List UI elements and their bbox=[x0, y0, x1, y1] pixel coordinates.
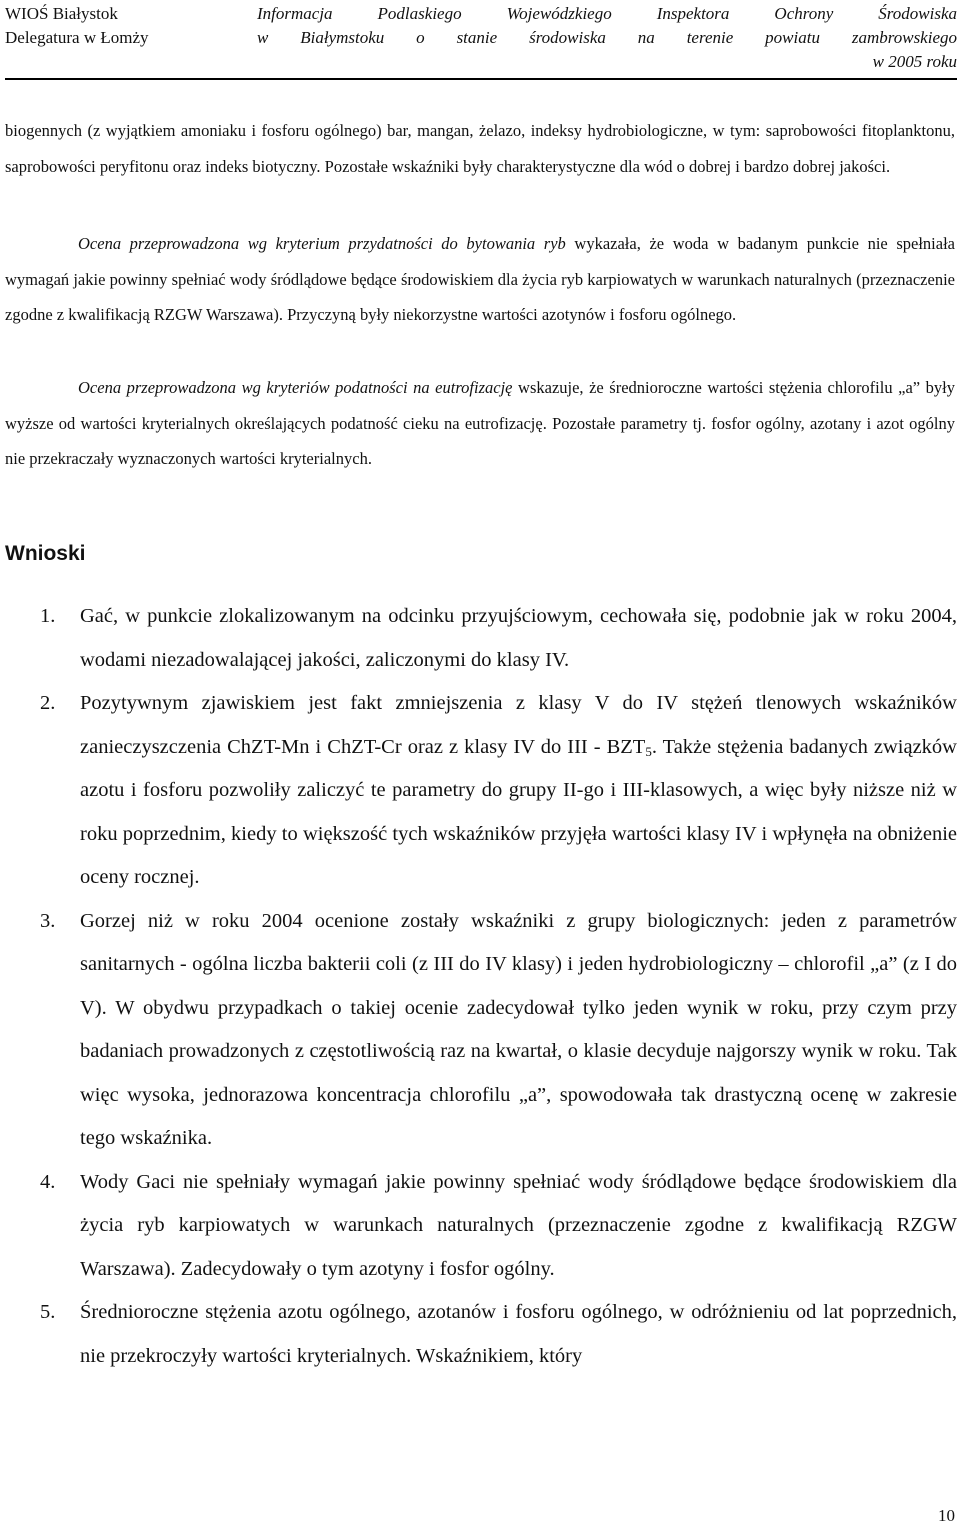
list-item bbox=[0, 900, 957, 1161]
header-title-line-3: w 2005 roku bbox=[872, 52, 957, 71]
header-report-title bbox=[257, 2, 957, 74]
list-item bbox=[0, 1291, 957, 1378]
page-header bbox=[5, 0, 957, 80]
list-item-text-continued: . Także stężenia badanych związków azotu i fosforu pozwoliły zaliczyć te parametry do grupy II-go i III-klasowych, a więc były niższe niż w roku poprzednim, kiedy to większość tych wskaźników przyjęła wartości klasy IV i wpłynęła na obniżenie oceny rocznej. bbox=[80, 735, 957, 888]
header-title-line-1: Informacja Podlaskiego Wojewódzkiego Inspektora Ochrony Środowiska bbox=[257, 4, 957, 23]
list-item-text: Gorzej niż w roku 2004 ocenione zostały wskaźniki z grupy biologicznych: jeden z parametrów sanitarnych - ogólna liczba bakterii coli (z III do IV klasy) i jeden hydrobiologiczny – chlorofil „a” (z I do V). W obydwu przypadkach o takiej ocenie zadecydował tylko jeden wynik w roku, przy czym przy badaniach prowadzonych z częstotliwością raz na kwartał, o klasie decyduje najgorszy wynik w roku. Tak więc wysoka, jednorazowa koncentracja chlorofilu „a”, spowodowała tak drastyczną ocenę w zakresie tego wskaźnika. bbox=[80, 909, 957, 1149]
list-item-number: 1. bbox=[40, 605, 56, 627]
fish-assessment-label: Ocena przeprowadzona wg kryterium przydatności do bytowania ryb bbox=[78, 234, 566, 253]
header-branch: Delegatura w Łomży bbox=[5, 28, 149, 47]
paragraph-biogenic: biogennych (z wyjątkiem amoniaku i fosforu ogólnego) bar, mangan, żelazo, indeksy hydrobiologiczne, w tym: saprobowości fitoplanktonu, saprobowości peryfitonu oraz indeks biotyczny. Pozostałe wskaźniki były charakterystyczne dla wód o dobrej i bardzo dobrej jakości. bbox=[5, 121, 955, 176]
list-item-text: Pozytywnym zjawiskiem jest fakt zmniejszenia z klasy V do IV stężeń tlenowych wskaźników zanieczyszczenia ChZT-Mn i ChZT-Cr oraz z klasy IV do III - BZT bbox=[80, 692, 957, 758]
header-institution-name: WIOŚ Białystok bbox=[5, 4, 118, 23]
list-item-number: 3. bbox=[40, 909, 56, 932]
subscript: 5 bbox=[645, 743, 652, 759]
list-item-text: Średnioroczne stężenia azotu ogólnego, azotanów i fosforu ogólnego, w odróżnieniu od lat poprzednich, nie przekroczyły wartości kryterialnych. Wskaźnikiem, który bbox=[80, 1301, 957, 1367]
list-item-number: 5. bbox=[40, 1301, 56, 1323]
page-number: 10 bbox=[938, 1506, 955, 1525]
list-item-number: 2. bbox=[40, 692, 56, 714]
fish-assessment-text: wykazała, że woda w badanym punkcie nie spełniała wymagań jakie powinny spełniać wody śródlądowe będące środowiskiem dla życia ryb karpiowatych w warunkach naturalnych (przeznaczenie zgodne z kwalifikacją RZGW Warszawa). Przyczyną były niekorzystne wartości azotynów i fosforu ogólnego. bbox=[5, 234, 955, 324]
eutrophication-text: wskazuje, że średnioroczne wartości stężenia chlorofilu „a” były wyższe od wartości kryterialnych określających podatność cieku na eutrofizację. Pozostałe parametry tj. fosfor ogólny, azotany i azot ogólny nie przekraczały wyznaczonych wartości kryterialnych. bbox=[5, 378, 956, 468]
paragraph-fish-assessment bbox=[5, 226, 955, 333]
list-item bbox=[0, 1161, 957, 1292]
section-heading-conclusions: Wnioski bbox=[5, 542, 86, 565]
list-item-text: Gać, w punkcie zlokalizowanym na odcinku przyujściowym, cechowała się, podobnie jak w roku 2004, wodami niezadowalającej jakości, zaliczonymi do klasy IV. bbox=[80, 605, 957, 671]
conclusions-list bbox=[0, 595, 957, 1378]
list-item-number: 4. bbox=[40, 1170, 56, 1193]
header-title-line-2: w Białymstoku o stanie środowiska na terenie powiatu zambrowskiego bbox=[257, 28, 957, 47]
header-institution bbox=[5, 2, 149, 50]
list-item bbox=[0, 595, 957, 682]
paragraph-eutrophication bbox=[5, 370, 955, 477]
list-item-text: Wody Gaci nie spełniały wymagań jakie powinny spełniać wody śródlądowe będące środowiskiem dla życia ryb karpiowatych w warunkach naturalnych (przeznaczenie zgodne z kwalifikacją RZGW Warszawa). Zadecydowały o tym azotyny i fosfor ogólny. bbox=[80, 1170, 957, 1280]
eutrophication-label: Ocena przeprowadzona wg kryteriów podatności na eutrofizację bbox=[78, 378, 513, 397]
list-item bbox=[0, 682, 957, 900]
